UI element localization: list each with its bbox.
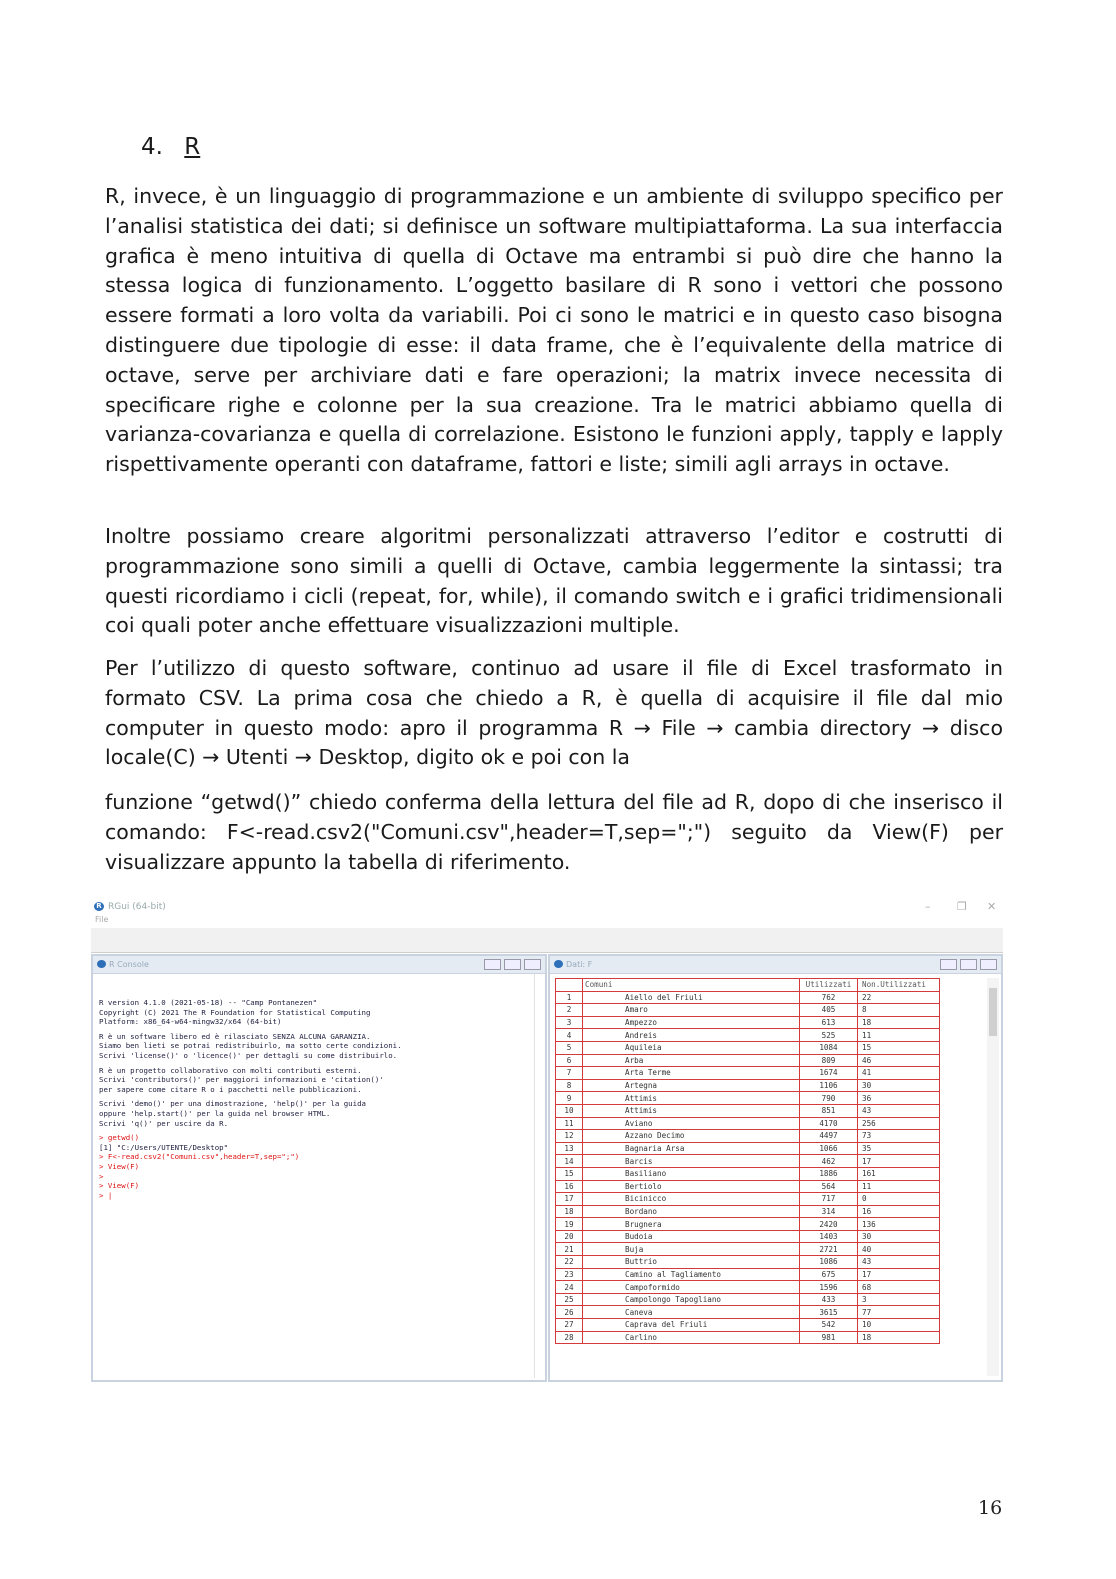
cell-non-utilizzati: 256 (858, 1117, 940, 1130)
console-line: R è un software libero ed è rilasciato SENZA ALCUNA GARANZIA. (99, 1031, 371, 1041)
cell-utilizzati: 717 (800, 1193, 858, 1206)
cell-comune (583, 1167, 800, 1180)
row-number: 3 (556, 1016, 583, 1029)
cell-non-utilizzati: 40 (858, 1243, 940, 1256)
cell-comune (583, 1205, 800, 1218)
cell-non-utilizzati: 3 (858, 1293, 940, 1306)
console-line: > getwd() (99, 1133, 140, 1143)
data-viewer-title: Dati: F (566, 960, 593, 969)
console-line: Scrivi 'q()' per uscire da R. (99, 1118, 229, 1128)
row-number: 17 (556, 1193, 583, 1206)
header-rownum (556, 979, 583, 992)
comune-name: Bordano (625, 1206, 658, 1216)
cell-utilizzati: 1086 (800, 1256, 858, 1269)
cell-utilizzati: 1674 (800, 1067, 858, 1080)
cell-utilizzati: 790 (800, 1092, 858, 1105)
comune-name: Barcis (625, 1156, 653, 1166)
comune-name: Attimis (625, 1106, 658, 1116)
cell-utilizzati: 1596 (800, 1281, 858, 1294)
cell-non-utilizzati: 35 (858, 1142, 940, 1155)
cell-utilizzati: 1084 (800, 1041, 858, 1054)
cell-non-utilizzati: 36 (858, 1092, 940, 1105)
menu-file[interactable]: File (95, 915, 109, 924)
console-line: R è un progetto collaborativo con molti contributi esterni. (99, 1065, 362, 1075)
cell-non-utilizzati: 11 (858, 1029, 940, 1042)
cell-comune (583, 1218, 800, 1231)
table-row (556, 1016, 940, 1029)
console-line: R version 4.1.0 (2021-05-18) -- "Camp Pontanezen" (99, 998, 318, 1007)
table-row (556, 1180, 940, 1193)
table-row (556, 1331, 940, 1344)
row-number: 19 (556, 1218, 583, 1231)
table-row (556, 1293, 940, 1306)
row-number: 11 (556, 1117, 583, 1130)
cell-non-utilizzati: 18 (858, 1016, 940, 1029)
cell-utilizzati: 2420 (800, 1218, 858, 1231)
comune-name: Amaro (625, 1005, 648, 1015)
cell-comune (583, 1041, 800, 1054)
paragraph-1: R, invece, è un linguaggio di programmazione e un ambiente di sviluppo specifico per l’analisi statistica dei dati; si definisce un software multipiattaforma. La sua interfaccia grafica è meno intuitiva di quella di Octave ma entrambi si può dire che hanno la stessa logica di funzionamento. L’oggetto basilare di R sono i vettori che possono essere formati a loro volta da variabili. Poi ci sono le matrici e in questo caso bisogna distinguere due tipologie di esse: il data frame, che è l’equivalente della matrice di octave, serve per archiviare dati e fare operazioni; la matrix invece necessita di specificare righe e colonne per la sua creazione. Tra le matrici abbiamo quella di varianza-covarianza e quella di correlazione. Esistono le funzioni apply, tapply e lapply rispettivamente operanti con dataframe, fattori e liste; simili agli arrays in octave. (105, 184, 1003, 477)
cell-comune (583, 1180, 800, 1193)
comune-name: Bicinicco (625, 1194, 667, 1204)
console-minimize-icon[interactable] (484, 959, 501, 970)
row-number: 24 (556, 1281, 583, 1294)
cell-non-utilizzati: 46 (858, 1054, 940, 1067)
comune-name: Arta Terme (625, 1068, 671, 1078)
cell-non-utilizzati: 17 (858, 1155, 940, 1168)
row-number: 7 (556, 1067, 583, 1080)
cell-comune (583, 1092, 800, 1105)
table-row (556, 1130, 940, 1143)
cell-non-utilizzati: 18 (858, 1331, 940, 1344)
comune-name: Buja (625, 1244, 644, 1254)
comune-name: Andreis (625, 1030, 658, 1040)
cell-non-utilizzati: 30 (858, 1079, 940, 1092)
r-console-pane[interactable] (91, 954, 547, 1382)
header-utilizzati: Utilizzati (800, 979, 858, 992)
cell-comune (583, 1029, 800, 1042)
row-number: 12 (556, 1130, 583, 1143)
comune-name: Caprava del Friuli (625, 1320, 708, 1330)
comune-name: Arba (625, 1055, 644, 1065)
cell-utilizzati: 851 (800, 1104, 858, 1117)
paragraph-3: Per l’utilizzo di questo software, continuo ad usare il file di Excel trasformato in formato CSV. La prima cosa che chiedo a R, è quella di acquisire il file dal mio computer in questo modo: apro il programma R → File → cambia directory → disco locale(C) → Utenti → Desktop, digito ok e poi con la (105, 656, 1003, 770)
console-line: oppure 'help.start()' per la guida nel browser HTML. (99, 1108, 331, 1118)
cell-comune (583, 1319, 800, 1332)
row-number: 8 (556, 1079, 583, 1092)
cell-comune (583, 1281, 800, 1294)
cell-comune (583, 991, 800, 1004)
table-row (556, 1256, 940, 1269)
cell-comune (583, 1243, 800, 1256)
table-row (556, 1306, 940, 1319)
rgui-screenshot (91, 898, 1003, 1381)
console-line: > View(F) (99, 1161, 140, 1171)
cell-utilizzati: 4497 (800, 1130, 858, 1143)
cell-comune (583, 1230, 800, 1243)
row-number: 13 (556, 1142, 583, 1155)
row-number: 4 (556, 1029, 583, 1042)
table-row (556, 1067, 940, 1080)
cell-non-utilizzati: 43 (858, 1256, 940, 1269)
cell-non-utilizzati: 161 (858, 1167, 940, 1180)
table-row (556, 1004, 940, 1017)
cell-non-utilizzati: 77 (858, 1306, 940, 1319)
row-number: 25 (556, 1293, 583, 1306)
menubar (91, 915, 1003, 927)
console-r-icon (97, 960, 106, 968)
section-heading (141, 134, 200, 160)
row-number: 27 (556, 1319, 583, 1332)
data-viewer-pane[interactable] (548, 954, 1003, 1382)
table-row (556, 1041, 940, 1054)
cell-non-utilizzati: 43 (858, 1104, 940, 1117)
cell-non-utilizzati: 17 (858, 1268, 940, 1281)
cell-non-utilizzati: 0 (858, 1193, 940, 1206)
row-number: 10 (556, 1104, 583, 1117)
cell-comune (583, 1293, 800, 1306)
console-line: per sapere come citare R o i pacchetti nelle pubblicazioni. (99, 1084, 362, 1094)
cell-comune (583, 1054, 800, 1067)
comune-name: Budoia (625, 1232, 653, 1242)
comune-name: Campolongo Tapogliano (625, 1295, 722, 1305)
cell-non-utilizzati: 136 (858, 1218, 940, 1231)
header-comuni: Comuni (583, 979, 800, 992)
table-row (556, 1104, 940, 1117)
cell-non-utilizzati: 8 (858, 1004, 940, 1017)
cell-utilizzati: 613 (800, 1016, 858, 1029)
table-row (556, 1142, 940, 1155)
cell-comune (583, 1079, 800, 1092)
cell-utilizzati: 314 (800, 1205, 858, 1218)
cell-utilizzati: 542 (800, 1319, 858, 1332)
cell-utilizzati: 4170 (800, 1117, 858, 1130)
row-number: 26 (556, 1306, 583, 1319)
console-line: Siamo ben lieti se potrai redistribuirlo, ma sotto certe condizioni. (99, 1041, 402, 1051)
row-number: 15 (556, 1167, 583, 1180)
comune-name: Caneva (625, 1307, 653, 1317)
comune-name: Bertiolo (625, 1181, 662, 1191)
cell-utilizzati: 433 (800, 1293, 858, 1306)
console-line: > (99, 1171, 104, 1181)
paragraph-4: funzione “getwd()” chiedo conferma della lettura del file ad R, dopo di che inserisco il comando: F<-read.csv2("Comuni.csv",header=T,sep=";") seguito da View(F) per visualizzare appunto la tabella di riferimento. (105, 790, 1003, 874)
table-row (556, 1205, 940, 1218)
window-title: RGui (64-bit) (108, 902, 166, 912)
cell-comune (583, 1306, 800, 1319)
console-close-icon[interactable] (524, 959, 541, 970)
comune-name: Aiello del Friuli (625, 992, 703, 1002)
toolbar (91, 928, 1003, 953)
section-title: R (184, 134, 201, 160)
header-non-utilizzati: Non.Utilizzati (858, 979, 940, 992)
cell-non-utilizzati: 16 (858, 1205, 940, 1218)
cell-comune (583, 1268, 800, 1281)
console-line: Scrivi 'demo()' per una dimostrazione, 'help()' per la guida (99, 1099, 366, 1109)
row-number: 5 (556, 1041, 583, 1054)
cell-utilizzati: 1066 (800, 1142, 858, 1155)
table-row (556, 1079, 940, 1092)
page-number: 16 (978, 1497, 1003, 1519)
row-number: 18 (556, 1205, 583, 1218)
cell-utilizzati: 675 (800, 1268, 858, 1281)
table-row (556, 1193, 940, 1206)
row-number: 6 (556, 1054, 583, 1067)
cell-non-utilizzati: 15 (858, 1041, 940, 1054)
table-row (556, 1029, 940, 1042)
cell-utilizzati: 1106 (800, 1079, 858, 1092)
console-restore-icon[interactable] (504, 959, 521, 970)
row-number: 28 (556, 1331, 583, 1344)
console-line: Platform: x86_64-w64-mingw32/x64 (64-bit) (99, 1017, 282, 1027)
row-number: 9 (556, 1092, 583, 1105)
cell-utilizzati: 3615 (800, 1306, 858, 1319)
cell-non-utilizzati: 10 (858, 1319, 940, 1332)
cell-utilizzati: 1886 (800, 1167, 858, 1180)
window-titlebar (91, 898, 1003, 916)
cell-comune (583, 1193, 800, 1206)
console-title: R Console (109, 960, 149, 969)
cell-comune (583, 1104, 800, 1117)
comune-name: Campoformido (625, 1282, 680, 1292)
grid-header-row (556, 979, 940, 992)
cell-comune (583, 1004, 800, 1017)
section-number: 4. (141, 134, 163, 160)
table-row (556, 1092, 940, 1105)
comune-name: Bagnaria Arsa (625, 1144, 685, 1154)
cell-utilizzati: 462 (800, 1155, 858, 1168)
viewer-minimize-icon[interactable] (940, 959, 957, 970)
row-number: 1 (556, 991, 583, 1004)
cell-comune (583, 1016, 800, 1029)
cell-comune (583, 1130, 800, 1143)
scrollbar-thumb[interactable] (989, 988, 997, 1036)
data-viewer-scrollbar[interactable] (987, 978, 999, 1376)
cell-non-utilizzati: 30 (858, 1230, 940, 1243)
row-number: 14 (556, 1155, 583, 1168)
cell-utilizzati: 564 (800, 1180, 858, 1193)
minimize-icon[interactable]: – (925, 900, 931, 913)
table-row (556, 1054, 940, 1067)
cell-comune (583, 1331, 800, 1344)
comune-name: Attimis (625, 1093, 658, 1103)
cell-non-utilizzati: 41 (858, 1067, 940, 1080)
r-logo-icon: R (94, 902, 104, 911)
table-row (556, 1243, 940, 1256)
console-header (93, 956, 545, 974)
console-scrollbar[interactable] (534, 974, 544, 1378)
console-line: > View(F) (99, 1181, 140, 1191)
console-output[interactable] (93, 974, 545, 1200)
cell-comune (583, 1142, 800, 1155)
row-number: 2 (556, 1004, 583, 1017)
comune-name: Brugnera (625, 1219, 662, 1229)
comune-name: Basiliano (625, 1169, 667, 1179)
cell-utilizzati: 809 (800, 1054, 858, 1067)
viewer-close-icon[interactable] (980, 959, 997, 970)
cell-comune (583, 1067, 800, 1080)
console-line: Scrivi 'contributors()' per maggiori informazioni e 'citation()' (99, 1075, 384, 1085)
row-number: 16 (556, 1180, 583, 1193)
console-line: Scrivi 'license()' o 'licence()' per dettagli su come distribuirlo. (99, 1050, 398, 1060)
comune-name: Aviano (625, 1118, 653, 1128)
table-row (556, 1319, 940, 1332)
close-icon[interactable]: ✕ (987, 900, 997, 913)
comune-name: Ampezzo (625, 1018, 658, 1028)
comune-name: Carlino (625, 1332, 658, 1342)
maximize-icon[interactable]: ❐ (957, 900, 967, 913)
cell-utilizzati: 981 (800, 1331, 858, 1344)
table-row (556, 1268, 940, 1281)
data-grid (555, 978, 940, 1344)
paragraph-2: Inoltre possiamo creare algoritmi personalizzati attraverso l’editor e costrutti di programmazione sono simili a quelli di Octave, cambia leggermente la sintassi; tra questi ricordiamo i cicli (repeat, for, while), il comando switch e i grafici tridimensionali coi quali poter anche effettuare visualizzazioni multiple. (105, 524, 1003, 638)
table-row (556, 991, 940, 1004)
table-row (556, 1117, 940, 1130)
table-row (556, 1218, 940, 1231)
cell-non-utilizzati: 68 (858, 1281, 940, 1294)
comune-name: Azzano Decimo (625, 1131, 685, 1141)
cell-non-utilizzati: 11 (858, 1180, 940, 1193)
cell-utilizzati: 525 (800, 1029, 858, 1042)
table-row (556, 1155, 940, 1168)
cell-non-utilizzati: 22 (858, 991, 940, 1004)
table-row (556, 1167, 940, 1180)
data-viewer-window-buttons[interactable] (937, 959, 997, 972)
data-viewer-header (550, 956, 1001, 974)
cell-comune (583, 1256, 800, 1269)
table-row (556, 1281, 940, 1294)
cell-comune (583, 1155, 800, 1168)
console-line: [1] "C:/Users/UTENTE/Desktop" (99, 1142, 229, 1152)
data-viewer-r-icon (554, 960, 563, 968)
console-line: Copyright (C) 2021 The R Foundation for Statistical Computing (99, 1007, 371, 1017)
cell-utilizzati: 2721 (800, 1243, 858, 1256)
cell-comune (583, 1117, 800, 1130)
row-number: 22 (556, 1256, 583, 1269)
cell-utilizzati: 1403 (800, 1230, 858, 1243)
row-number: 20 (556, 1230, 583, 1243)
comune-name: Camino al Tagliamento (625, 1269, 722, 1279)
row-number: 21 (556, 1243, 583, 1256)
console-window-buttons[interactable] (481, 959, 541, 972)
cell-utilizzati: 405 (800, 1004, 858, 1017)
cell-non-utilizzati: 73 (858, 1130, 940, 1143)
cell-utilizzati: 762 (800, 991, 858, 1004)
console-line: > | (99, 1190, 113, 1200)
row-number: 23 (556, 1268, 583, 1281)
comune-name: Artegna (625, 1081, 658, 1091)
viewer-restore-icon[interactable] (960, 959, 977, 970)
console-line: > F<-read.csv2("Comuni.csv",header=T,sep=";") (99, 1152, 300, 1162)
table-row (556, 1230, 940, 1243)
comune-name: Aquileia (625, 1043, 662, 1053)
comune-name: Buttrio (625, 1257, 658, 1267)
